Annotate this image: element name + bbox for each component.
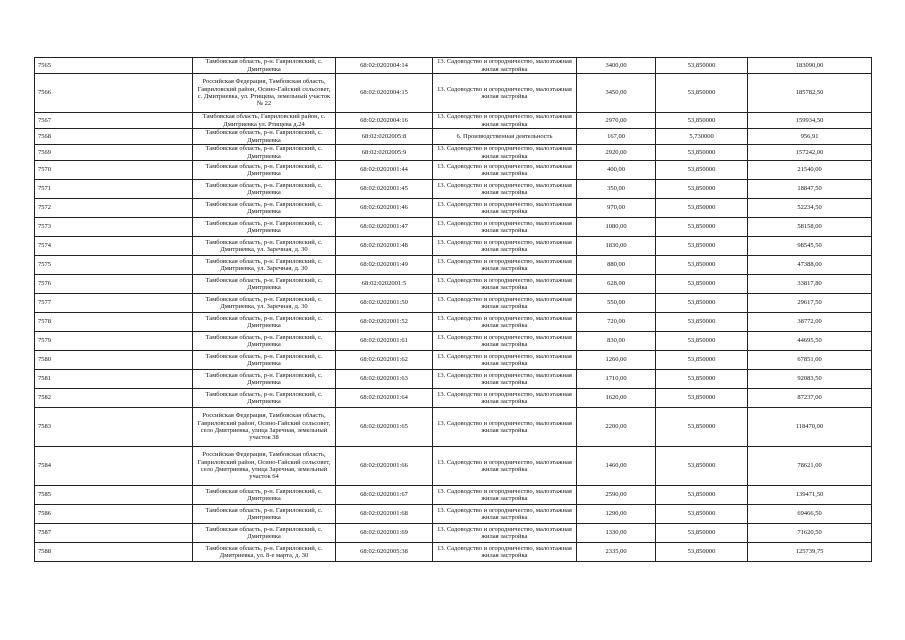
cadastral-number-cell: 68:02:0202001:62 <box>336 351 433 370</box>
area-cell: 970,00 <box>577 199 656 218</box>
area-cell: 1260,00 <box>577 351 656 370</box>
cadastral-number-cell: 68:02:0202005:38 <box>336 543 433 562</box>
area-cell: 880,00 <box>577 256 656 275</box>
cadastral-number-cell: 68:02:0202001:52 <box>336 313 433 332</box>
land-use-cell: 13. Садоводство и огородничество, малоэтажная жилая застройка <box>433 58 577 74</box>
table-row <box>35 145 872 161</box>
cadastral-value-cell: 33817,80 <box>748 275 872 294</box>
cadastral-number-cell: 68:02:0202005:9 <box>336 145 433 161</box>
address-cell: Тамбовская область, р-н. Гавриловский, с. Дмитриевка <box>193 486 336 505</box>
cadastral-number-cell: 68:02:0202001:5 <box>336 275 433 294</box>
specific-value-cell: 53,850000 <box>656 74 748 113</box>
table-row <box>35 389 872 408</box>
row-number-cell: 7588 <box>35 543 193 562</box>
cadastral-value-cell: 58158,00 <box>748 218 872 237</box>
area-cell: 167,00 <box>577 129 656 145</box>
land-use-cell: 13. Садоводство и огородничество, малоэтажная жилая застройка <box>433 256 577 275</box>
table-row <box>35 161 872 180</box>
cadastral-value-cell: 69466,50 <box>748 505 872 524</box>
area-cell: 1330,00 <box>577 524 656 543</box>
area-cell: 3400,00 <box>577 58 656 74</box>
cadastral-number-cell: 68:02:0202001:63 <box>336 370 433 389</box>
area-cell: 1290,00 <box>577 505 656 524</box>
area-cell: 2590,00 <box>577 486 656 505</box>
specific-value-cell: 53,850000 <box>656 161 748 180</box>
land-use-cell: 13. Садоводство и огородничество, малоэтажная жилая застройка <box>433 408 577 447</box>
cadastral-value-cell: 71620,50 <box>748 524 872 543</box>
specific-value-cell: 53,850000 <box>656 275 748 294</box>
row-number-cell: 7567 <box>35 113 193 129</box>
address-cell: Тамбовская область, р-н. Гавриловский, с. Дмитриевка <box>193 351 336 370</box>
specific-value-cell: 5,730000 <box>656 129 748 145</box>
cadastral-number-cell: 68:02:0202001:45 <box>336 180 433 199</box>
cadastral-value-cell: 118470,00 <box>748 408 872 447</box>
table-row <box>35 180 872 199</box>
specific-value-cell: 53,850000 <box>656 199 748 218</box>
row-number-cell: 7581 <box>35 370 193 389</box>
land-use-cell: 13. Садоводство и огородничество, малоэтажная жилая застройка <box>433 332 577 351</box>
table-row <box>35 294 872 313</box>
address-cell: Тамбовская область, р-н. Гавриловский, с. Дмитриевка <box>193 129 336 145</box>
specific-value-cell: 53,850000 <box>656 294 748 313</box>
row-number-cell: 7582 <box>35 389 193 408</box>
specific-value-cell: 53,850000 <box>656 332 748 351</box>
specific-value-cell: 53,850000 <box>656 113 748 129</box>
land-use-cell: 13. Садоводство и огородничество, малоэтажная жилая застройка <box>433 74 577 113</box>
cadastral-value-cell: 52234,50 <box>748 199 872 218</box>
area-cell: 830,00 <box>577 332 656 351</box>
table-body <box>35 58 872 562</box>
land-use-cell: 13. Садоводство и огородничество, малоэтажная жилая застройка <box>433 543 577 562</box>
row-number-cell: 7570 <box>35 161 193 180</box>
area-cell: 400,00 <box>577 161 656 180</box>
address-cell: Тамбовская область, Гавриловский район, с. Дмитриевка ул. Ртищева д.24 <box>193 113 336 129</box>
row-number-cell: 7576 <box>35 275 193 294</box>
row-number-cell: 7584 <box>35 447 193 486</box>
land-use-cell: 13. Садоводство и огородничество, малоэтажная жилая застройка <box>433 145 577 161</box>
cadastral-number-cell: 68:02:0202001:48 <box>336 237 433 256</box>
land-use-cell: 13. Садоводство и огородничество, малоэтажная жилая застройка <box>433 505 577 524</box>
area-cell: 1460,00 <box>577 447 656 486</box>
address-cell: Тамбовская область, р-н. Гавриловский, с. Дмитриевка <box>193 505 336 524</box>
table-row <box>35 447 872 486</box>
cadastral-value-cell: 185782,50 <box>748 74 872 113</box>
specific-value-cell: 53,850000 <box>656 505 748 524</box>
land-use-cell: 13. Садоводство и огородничество, малоэтажная жилая застройка <box>433 180 577 199</box>
address-cell: Тамбовская область, р-н. Гавриловский, с. Дмитриевка <box>193 145 336 161</box>
specific-value-cell: 53,850000 <box>656 218 748 237</box>
specific-value-cell: 53,850000 <box>656 543 748 562</box>
table-row <box>35 113 872 129</box>
land-use-cell: 13. Садоводство и огородничество, малоэтажная жилая застройка <box>433 524 577 543</box>
address-cell: Российская Федерация, Тамбовская область, Гавриловский район, Осино-Гайский сельсовет, село Дмитриевка, улица Заречная, земельный участок 38 <box>193 408 336 447</box>
cadastral-value-table <box>34 57 872 562</box>
address-cell: Тамбовская область, р-н. Гавриловский, с. Дмитриевка <box>193 180 336 199</box>
land-use-cell: 13. Садоводство и огородничество, малоэтажная жилая застройка <box>433 161 577 180</box>
address-cell: Тамбовская область, р-н. Гавриловский, с. Дмитриевка <box>193 218 336 237</box>
cadastral-number-cell: 68:02:0202001:47 <box>336 218 433 237</box>
land-use-cell: 6. Производственная деятельность <box>433 129 577 145</box>
address-cell: Тамбовская область, р-н. Гавриловский, с. Дмитриевка, ул. Заречная, д. 30 <box>193 294 336 313</box>
cadastral-value-cell: 29617,50 <box>748 294 872 313</box>
table-row <box>35 218 872 237</box>
table-row <box>35 313 872 332</box>
cadastral-value-cell: 78621,00 <box>748 447 872 486</box>
cadastral-value-cell: 67851,00 <box>748 351 872 370</box>
specific-value-cell: 53,850000 <box>656 524 748 543</box>
cadastral-number-cell: 68:02:0202001:67 <box>336 486 433 505</box>
specific-value-cell: 53,850000 <box>656 351 748 370</box>
specific-value-cell: 53,850000 <box>656 145 748 161</box>
land-use-cell: 13. Садоводство и огородничество, малоэтажная жилая застройка <box>433 275 577 294</box>
area-cell: 2920,00 <box>577 145 656 161</box>
row-number-cell: 7580 <box>35 351 193 370</box>
specific-value-cell: 53,850000 <box>656 389 748 408</box>
row-number-cell: 7579 <box>35 332 193 351</box>
table-row <box>35 275 872 294</box>
cadastral-value-cell: 18847,50 <box>748 180 872 199</box>
area-cell: 1620,00 <box>577 389 656 408</box>
land-use-cell: 13. Садоводство и огородничество, малоэтажная жилая застройка <box>433 447 577 486</box>
specific-value-cell: 53,850000 <box>656 370 748 389</box>
row-number-cell: 7573 <box>35 218 193 237</box>
address-cell: Тамбовская область, р-н. Гавриловский, с. Дмитриевка <box>193 524 336 543</box>
specific-value-cell: 53,850000 <box>656 408 748 447</box>
land-use-cell: 13. Садоводство и огородничество, малоэтажная жилая застройка <box>433 389 577 408</box>
address-cell: Тамбовская область, р-н. Гавриловский, с. Дмитриевка <box>193 161 336 180</box>
address-cell: Тамбовская область, р-н. Гавриловский, с. Дмитриевка <box>193 332 336 351</box>
row-number-cell: 7587 <box>35 524 193 543</box>
land-use-cell: 13. Садоводство и огородничество, малоэтажная жилая застройка <box>433 486 577 505</box>
cadastral-number-cell: 68:02:0202001:61 <box>336 332 433 351</box>
address-cell: Тамбовская область, р-н. Гавриловский, с. Дмитриевка, ул. 8-е марта, д. 30 <box>193 543 336 562</box>
land-use-cell: 13. Садоводство и огородничество, малоэтажная жилая застройка <box>433 313 577 332</box>
area-cell: 2200,00 <box>577 408 656 447</box>
cadastral-number-cell: 68:02:0202001:68 <box>336 505 433 524</box>
cadastral-number-cell: 68:02:0202004:14 <box>336 58 433 74</box>
row-number-cell: 7585 <box>35 486 193 505</box>
table-row <box>35 505 872 524</box>
cadastral-number-cell: 68:02:0202001:66 <box>336 447 433 486</box>
cadastral-number-cell: 68:02:0202001:65 <box>336 408 433 447</box>
cadastral-value-cell: 98545,50 <box>748 237 872 256</box>
table-row <box>35 408 872 447</box>
row-number-cell: 7578 <box>35 313 193 332</box>
address-cell: Тамбовская область, р-н. Гавриловский, с. Дмитриевка <box>193 370 336 389</box>
land-use-cell: 13. Садоводство и огородничество, малоэтажная жилая застройка <box>433 199 577 218</box>
land-use-cell: 13. Садоводство и огородничество, малоэтажная жилая застройка <box>433 237 577 256</box>
area-cell: 1830,00 <box>577 237 656 256</box>
row-number-cell: 7574 <box>35 237 193 256</box>
area-cell: 2335,00 <box>577 543 656 562</box>
table-row <box>35 74 872 113</box>
address-cell: Тамбовская область, р-н. Гавриловский, с. Дмитриевка <box>193 389 336 408</box>
row-number-cell: 7572 <box>35 199 193 218</box>
cadastral-number-cell: 68:02:0202001:64 <box>336 389 433 408</box>
area-cell: 1080,00 <box>577 218 656 237</box>
area-cell: 1710,00 <box>577 370 656 389</box>
table-row <box>35 256 872 275</box>
land-use-cell: 13. Садоводство и огородничество, малоэтажная жилая застройка <box>433 218 577 237</box>
table-row <box>35 58 872 74</box>
row-number-cell: 7568 <box>35 129 193 145</box>
address-cell: Тамбовская область, р-н. Гавриловский, с. Дмитриевка, ул. Заречная, д. 30 <box>193 256 336 275</box>
row-number-cell: 7577 <box>35 294 193 313</box>
cadastral-value-cell: 956,91 <box>748 129 872 145</box>
address-cell: Тамбовская область, р-н. Гавриловский, с. Дмитриевка, ул. Заречная, д. 30 <box>193 237 336 256</box>
row-number-cell: 7566 <box>35 74 193 113</box>
area-cell: 2970,00 <box>577 113 656 129</box>
cadastral-number-cell: 68:02:0202005:8 <box>336 129 433 145</box>
specific-value-cell: 53,850000 <box>656 58 748 74</box>
row-number-cell: 7565 <box>35 58 193 74</box>
address-cell: Тамбовская область, р-н. Гавриловский, с. Дмитриевка <box>193 313 336 332</box>
cadastral-value-cell: 38772,00 <box>748 313 872 332</box>
area-cell: 3450,00 <box>577 74 656 113</box>
row-number-cell: 7575 <box>35 256 193 275</box>
specific-value-cell: 53,850000 <box>656 256 748 275</box>
address-cell: Тамбовская область, р-н. Гавриловский, с. Дмитриевка <box>193 58 336 74</box>
cadastral-value-cell: 47388,00 <box>748 256 872 275</box>
cadastral-number-cell: 68:02:0202001:44 <box>336 161 433 180</box>
cadastral-number-cell: 68:02:0202004:16 <box>336 113 433 129</box>
row-number-cell: 7569 <box>35 145 193 161</box>
area-cell: 550,00 <box>577 294 656 313</box>
table-row <box>35 524 872 543</box>
address-cell: Российская Федерация, Тамбовская область, Гавриловский район, Осино-Гайский сельсовет, село Дмитриевка, улица Заречная, земельный участок 64 <box>193 447 336 486</box>
specific-value-cell: 53,850000 <box>656 180 748 199</box>
row-number-cell: 7571 <box>35 180 193 199</box>
specific-value-cell: 53,850000 <box>656 447 748 486</box>
cadastral-number-cell: 68:02:0202001:50 <box>336 294 433 313</box>
row-number-cell: 7583 <box>35 408 193 447</box>
address-cell: Российская Федерация, Тамбовская область, Гавриловский район, Осино-Гайский сельсовет, с. Дмитриевка, ул. Ртищева, земельный участок № 22 <box>193 74 336 113</box>
land-use-cell: 13. Садоводство и огородничество, малоэтажная жилая застройка <box>433 351 577 370</box>
row-number-cell: 7586 <box>35 505 193 524</box>
area-cell: 628,00 <box>577 275 656 294</box>
cadastral-value-cell: 92083,50 <box>748 370 872 389</box>
cadastral-number-cell: 68:02:0202001:69 <box>336 524 433 543</box>
cadastral-number-cell: 68:02:0202004:15 <box>336 74 433 113</box>
address-cell: Тамбовская область, р-н. Гавриловский, с. Дмитриевка <box>193 275 336 294</box>
table-row <box>35 332 872 351</box>
specific-value-cell: 53,850000 <box>656 237 748 256</box>
cadastral-value-cell: 139471,50 <box>748 486 872 505</box>
cadastral-value-cell: 125739,75 <box>748 543 872 562</box>
table-row <box>35 370 872 389</box>
cadastral-value-cell: 44695,50 <box>748 332 872 351</box>
area-cell: 720,00 <box>577 313 656 332</box>
cadastral-value-cell: 183090,00 <box>748 58 872 74</box>
cadastral-number-cell: 68:02:0202001:46 <box>336 199 433 218</box>
specific-value-cell: 53,850000 <box>656 486 748 505</box>
specific-value-cell: 53,850000 <box>656 313 748 332</box>
area-cell: 350,00 <box>577 180 656 199</box>
table-row <box>35 129 872 145</box>
land-use-cell: 13. Садоводство и огородничество, малоэтажная жилая застройка <box>433 113 577 129</box>
table-row <box>35 351 872 370</box>
cadastral-value-cell: 87237,00 <box>748 389 872 408</box>
land-use-cell: 13. Садоводство и огородничество, малоэтажная жилая застройка <box>433 294 577 313</box>
table-row <box>35 199 872 218</box>
table-row <box>35 543 872 562</box>
table-row <box>35 237 872 256</box>
cadastral-value-cell: 21540,00 <box>748 161 872 180</box>
table-row <box>35 486 872 505</box>
address-cell: Тамбовская область, р-н. Гавриловский, с. Дмитриевка <box>193 199 336 218</box>
land-use-cell: 13. Садоводство и огородничество, малоэтажная жилая застройка <box>433 370 577 389</box>
cadastral-number-cell: 68:02:0202001:49 <box>336 256 433 275</box>
cadastral-value-cell: 159934,50 <box>748 113 872 129</box>
cadastral-value-cell: 157242,00 <box>748 145 872 161</box>
